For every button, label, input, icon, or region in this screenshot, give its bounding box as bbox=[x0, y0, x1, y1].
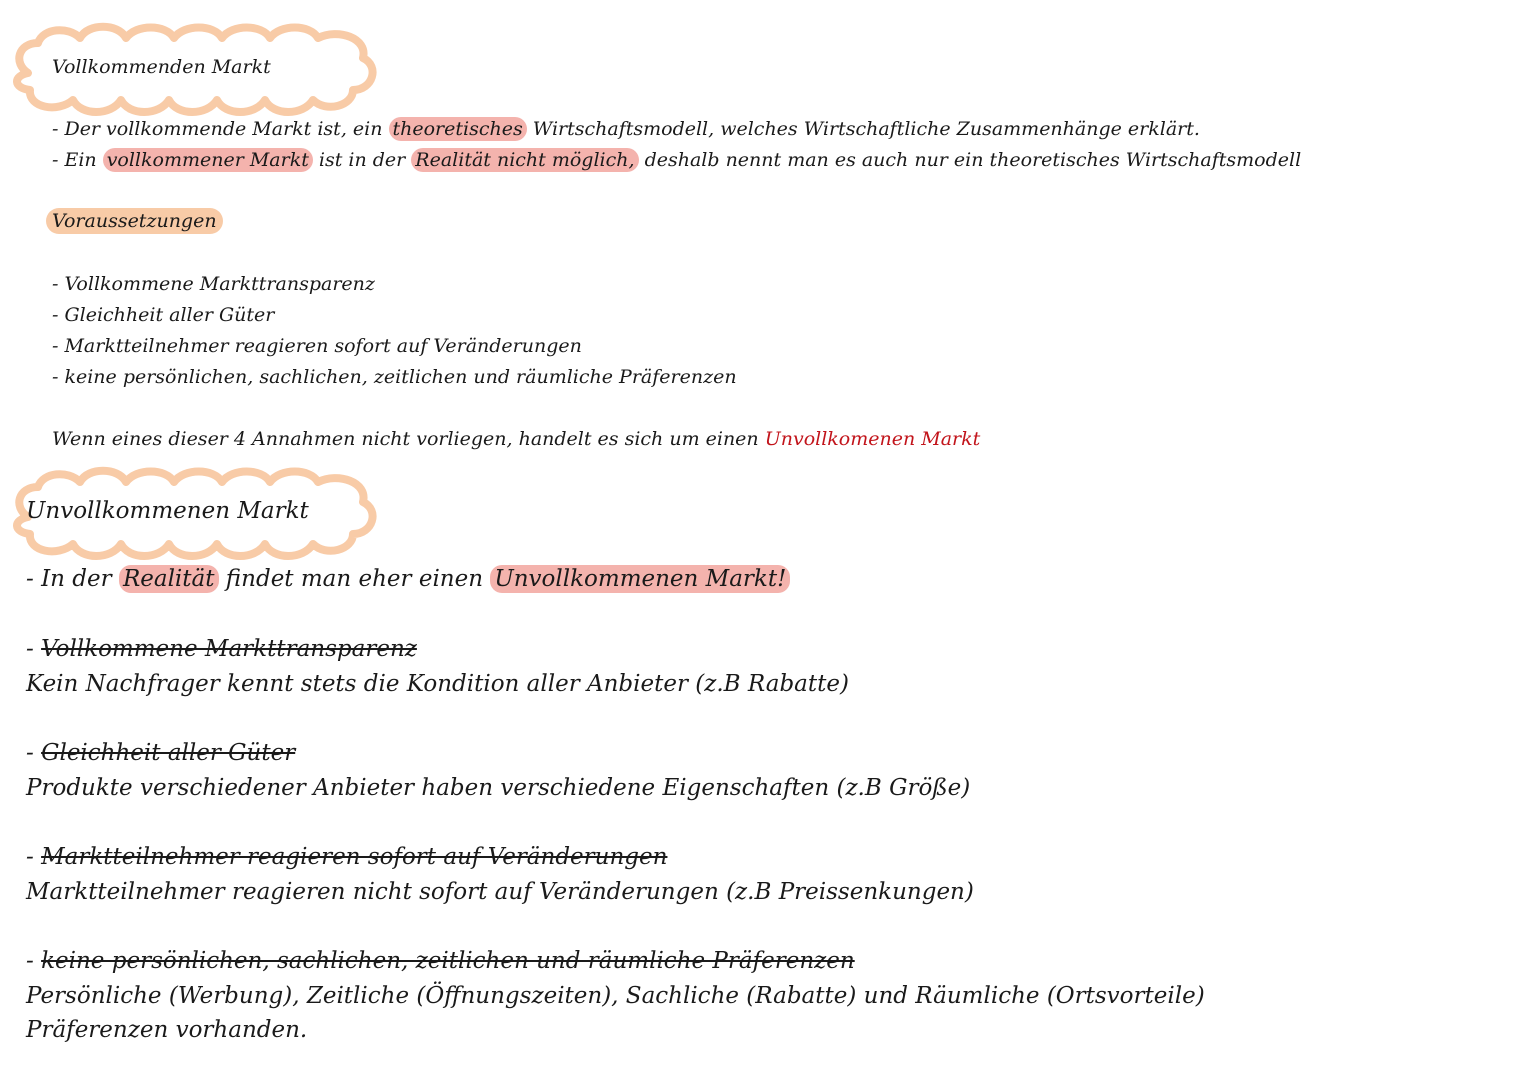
struck-heading bbox=[26, 948, 855, 974]
struck-text: keine persönlichen, sachlichen, zeitlichen und räumliche Präferenzen bbox=[41, 948, 855, 974]
text: findet man eher einen bbox=[218, 566, 491, 592]
list-item: - keine persönlichen, sachlichen, zeitlichen und räumliche Präferenzen bbox=[52, 366, 737, 388]
struck-text: Gleichheit aller Güter bbox=[41, 740, 296, 766]
text: - Der vollkommende Markt ist, ein bbox=[52, 118, 389, 140]
voraussetzungen-label bbox=[46, 210, 223, 232]
text: - In der bbox=[26, 566, 119, 592]
paragraph-2 bbox=[52, 149, 1301, 171]
explanation: Persönliche (Werbung), Zeitliche (Öffnungszeiten), Sachliche (Rabatte) und Räumliche (Ortsvorteile) bbox=[26, 983, 1205, 1009]
dash: - bbox=[26, 948, 42, 974]
section2-title: Unvollkommenen Markt bbox=[26, 498, 309, 524]
explanation-continued: Präferenzen vorhanden. bbox=[26, 1017, 308, 1043]
section1-title: Vollkommenden Markt bbox=[52, 56, 271, 78]
struck-heading bbox=[26, 740, 295, 766]
text: - Ein bbox=[52, 149, 103, 171]
explanation: Kein Nachfrager kennt stets die Kondition aller Anbieter (z.B Rabatte) bbox=[26, 671, 849, 697]
red-text: Unvollkomenen Markt bbox=[764, 428, 981, 450]
list-item: - Gleichheit aller Güter bbox=[52, 304, 275, 326]
voraussetzungen-highlight: Voraussetzungen bbox=[46, 208, 223, 234]
text: ist in der bbox=[312, 149, 412, 171]
list-item: - Marktteilnehmer reagieren sofort auf Veränderungen bbox=[52, 335, 582, 357]
highlight-text: Realität nicht möglich, bbox=[411, 148, 638, 172]
highlight-text: Unvollkommenen Markt! bbox=[490, 565, 790, 593]
dash: - bbox=[26, 844, 42, 870]
dash: - bbox=[26, 740, 42, 766]
struck-text: Vollkommene Markttransparenz bbox=[41, 636, 417, 662]
section2-intro bbox=[26, 566, 790, 592]
conclusion bbox=[52, 428, 980, 450]
struck-heading bbox=[26, 636, 417, 662]
dash: - bbox=[26, 636, 42, 662]
highlight-text: vollkommener Markt bbox=[103, 148, 313, 172]
text: Wirtschaftsmodell, welches Wirtschaftliche Zusammenhänge erklärt. bbox=[526, 118, 1200, 140]
list-item: - Vollkommene Markttransparenz bbox=[52, 273, 375, 295]
highlight-text: Realität bbox=[119, 565, 219, 593]
highlight-text: theoretisches bbox=[389, 117, 527, 141]
text: Wenn eines dieser 4 Annahmen nicht vorliegen, handelt es sich um einen bbox=[52, 428, 765, 450]
struck-heading bbox=[26, 844, 667, 870]
explanation: Marktteilnehmer reagieren nicht sofort auf Veränderungen (z.B Preissenkungen) bbox=[26, 879, 974, 905]
explanation: Produkte verschiedener Anbieter haben verschiedene Eigenschaften (z.B Größe) bbox=[26, 775, 971, 801]
struck-text: Marktteilnehmer reagieren sofort auf Veränderungen bbox=[41, 844, 668, 870]
paragraph-1 bbox=[52, 118, 1200, 140]
text: deshalb nennt man es auch nur ein theoretisches Wirtschaftsmodell bbox=[638, 149, 1302, 171]
